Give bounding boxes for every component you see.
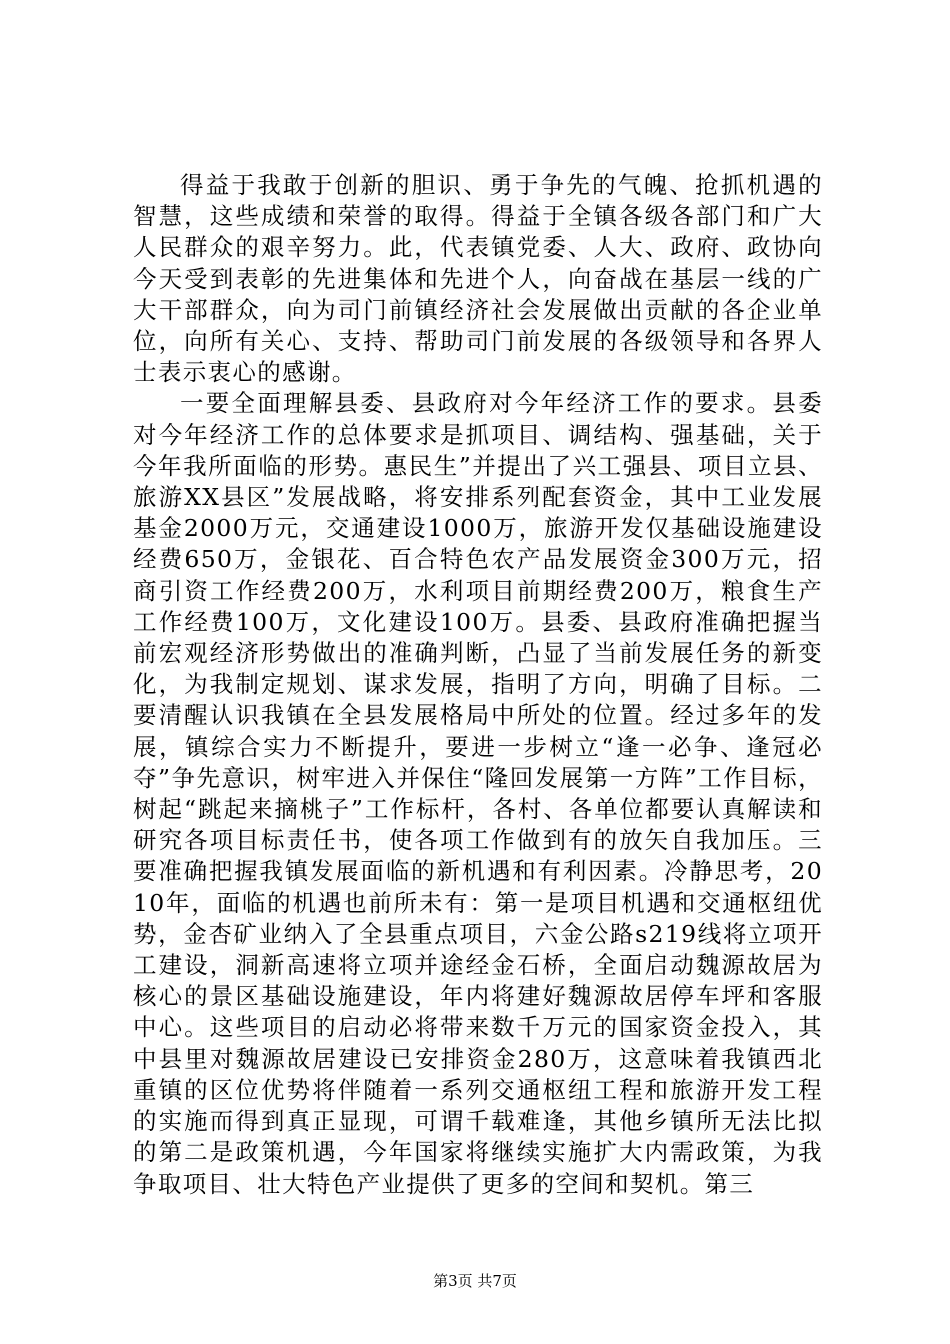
document-body [133,170,823,1200]
page-footer: 第3页 共7页 [433,1272,517,1290]
paragraph-1: 得益于我敢于创新的胆识、勇于争先的气魄、抢抓机遇的智慧，这些成绩和荣誉的取得。得益于全镇各级各部门和广大人民群众的艰辛努力。此，代表镇党委、人大、政府、政协向今天受到表彰的先进集体和先进个人，向奋战在基层一线的广大干部群众，向为司门前镇经济社会发展做出贡献的各企业单位，向所有关心、支持、帮助司门前发展的各级领导和各界人士表示衷心的感谢。 [133,171,823,387]
paragraph-2: 一要全面理解县委、县政府对今年经济工作的要求。县委对今年经济工作的总体要求是抓项目、调结构、强基础，关于今年我所面临的形势。惠民生”并提出了兴工强县、项目立县、旅游XX县区”发展战略，将安排系列配套资金，其中工业发展基金2000万元，交通建设1000万，旅游开发仅基础设施建设经费650万，金银花、百合特色农产品发展资金300万元，招商引资工作经费200万，水利项目前期经费200万，粮食生产工作经费100万，文化建设100万。县委、县政府准确把握当前宏观经济形势做出的准确判断，凸显了当前发展任务的新变化，为我制定规划、谋求发展，指明了方向，明确了目标。二要清醒认识我镇在全县发展格局中所处的位置。经过多年的发展，镇综合实力不断提升，要进一步树立“逢一必争、逢冠必夺”争先意识，树牢进入并保住“隆回发展第一方阵”工作目标，树起“跳起来摘桃子”工作标杆，各村、各单位都要认真解读和研究各项目标责任书，使各项工作做到有的放矢自我加压。三要准确把握我镇发展面临的新机遇和有利因素。冷静思考，2010年，面临的机遇也前所未有：第一是项目机遇和交通枢纽优势，金杏矿业纳入了全县重点项目，六金公路s219线将立项开工建设，洞新高速将立项并途经金石桥，全面启动魏源故居为核心的景区基础设施建设，年内将建好魏源故居停车坪和客服中心。这些项目的启动必将带来数千万元的国家资金投入，其中县里对魏源故居建设已安排资金280万，这意味着我镇西北重镇的区位优势将伴随着一系列交通枢纽工程和旅游开发工程的实施而得到真正显现，可谓千载难逢，其他乡镇所无法比拟的第二是政策机遇，今年国家将继续实施扩大内需政策，为我争取项目、壮大特色产业提供了更多的空间和契机。第三 [133,389,823,1198]
